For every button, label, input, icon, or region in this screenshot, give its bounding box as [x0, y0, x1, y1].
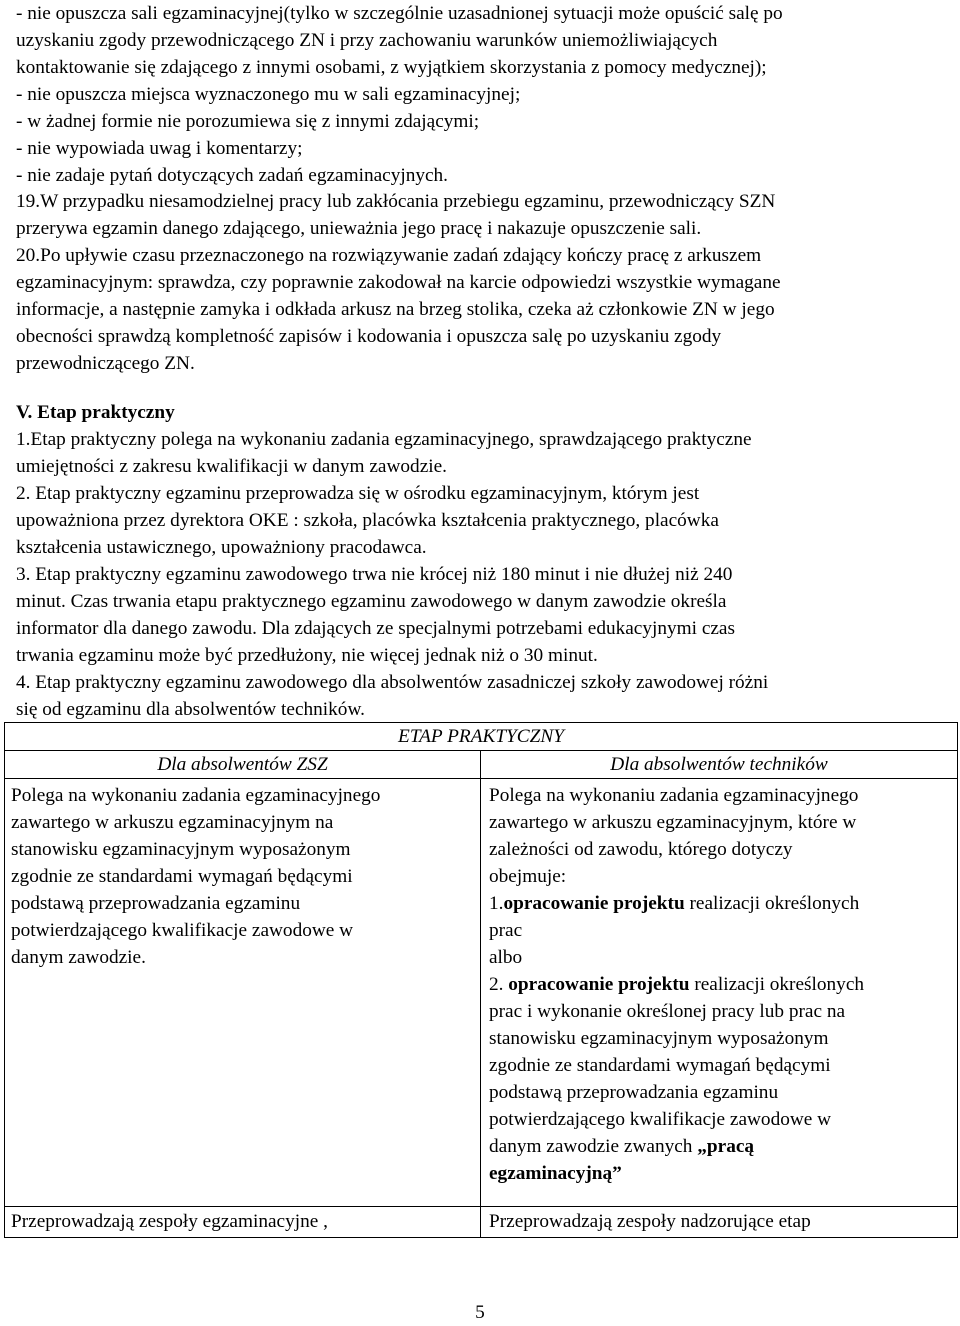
text-line: - nie zadaje pytań dotyczących zadań egzaminacyjnych. — [16, 165, 448, 186]
cell-line: podstawą przeprowadzania egzaminu — [11, 893, 301, 914]
column-header-zsz: Dla absolwentów ZSZ — [5, 751, 481, 779]
text-line: kształcenia ustawicznego, upoważniony pracodawca. — [16, 537, 427, 558]
cell-line: stanowisku egzaminacyjnym wyposażonym — [489, 1028, 829, 1049]
cell-line: zawartego w arkuszu egzaminacyjnym na — [11, 812, 334, 833]
table-row — [5, 1207, 958, 1238]
etap-praktyczny-table — [4, 722, 958, 1238]
table-cell-technikow — [481, 1207, 958, 1238]
table-cell-zsz — [5, 1207, 481, 1238]
cell-line: Przeprowadzają zespoły nadzorujące etap — [489, 1211, 811, 1232]
text-line: obecności sprawdzą kompletność zapisów i kodowania i opuszcza salę po uzyskaniu zgody — [16, 326, 722, 347]
cell-line: zawartego w arkuszu egzaminacyjnym, które w — [489, 812, 857, 833]
cell-text: 1. — [489, 893, 504, 914]
column-header-technikow: Dla absolwentów techników — [481, 751, 958, 779]
cell-line: podstawą przeprowadzania egzaminu — [489, 1082, 779, 1103]
cell-line: danym zawodzie. — [11, 947, 146, 968]
text-line: 19.W przypadku niesamodzielnej pracy lub zakłócania przebiegu egzaminu, przewodniczący SZN — [16, 191, 776, 212]
text-line: 2. Etap praktyczny egzaminu przeprowadza się w ośrodku egzaminacyjnym, którym jest — [16, 483, 700, 504]
text-line: informator dla danego zawodu. Dla zdających ze specjalnymi potrzebami edukacyjnymi czas — [16, 618, 735, 639]
cell-text: danym zawodzie zwanych — [489, 1136, 698, 1157]
cell-text-bold: „pracą — [697, 1136, 755, 1157]
text-line: upoważniona przez dyrektora OKE : szkoła, placówka kształcenia praktycznego, placówka — [16, 510, 719, 531]
cell-line: obejmuje: — [489, 866, 567, 887]
table-cell-technikow — [481, 779, 958, 1207]
text-line: przewodniczącego ZN. — [16, 353, 195, 374]
text-line: - nie opuszcza sali egzaminacyjnej(tylko w szczególnie uzasadnionej sytuacji może opuścić salę po — [16, 3, 783, 24]
cell-line: albo — [489, 947, 523, 968]
cell-line — [489, 1133, 957, 1160]
cell-line: potwierdzającego kwalifikacje zawodowe w — [489, 1109, 832, 1130]
text-line: minut. Czas trwania etapu praktycznego egzaminu zawodowego w danym zawodzie określa — [16, 591, 727, 612]
cell-line: egzaminacyjną” — [489, 1163, 622, 1184]
text-line: 1.Etap praktyczny polega na wykonaniu zadania egzaminacyjnego, sprawdzającego praktyczne — [16, 429, 752, 450]
text-line: umiejętności z zakresu kwalifikacji w danym zawodzie. — [16, 456, 447, 477]
text-line: 3. Etap praktyczny egzaminu zawodowego trwa nie krócej niż 180 minut i nie dłużej niż 240 — [16, 564, 733, 585]
cell-line — [489, 971, 957, 998]
cell-line: stanowisku egzaminacyjnym wyposażonym — [11, 839, 351, 860]
table-title-row — [5, 723, 958, 751]
cell-line: prac i wykonanie określonej pracy lub prac na — [489, 1001, 846, 1022]
text-line: kontaktowanie się zdającego z innymi osobami, z wyjątkiem skorzystania z pomocy medycznej); — [16, 57, 767, 78]
text-line: 20.Po upływie czasu przeznaczonego na rozwiązywanie zadań zdający kończy pracę z arkuszem — [16, 245, 762, 266]
cell-line: potwierdzającego kwalifikacje zawodowe w — [11, 920, 354, 941]
text-line: - w żadnej formie nie porozumiewa się z innymi zdającymi; — [16, 111, 480, 132]
cell-text-bold: opracowanie projektu — [503, 893, 685, 914]
cell-line — [489, 890, 957, 917]
section-heading: V. Etap praktyczny — [16, 402, 175, 423]
cell-text: 2. — [489, 974, 509, 995]
cell-text: realizacji określonych — [689, 974, 865, 995]
page-number: 5 — [475, 1302, 485, 1323]
text-line: informacje, a następnie zamyka i odkłada arkusz na brzeg stolika, czeka aż członkowie ZN w jego — [16, 299, 775, 320]
text-line: - nie opuszcza miejsca wyznaczonego mu w sali egzaminacyjnej; — [16, 84, 521, 105]
text-line: uzyskaniu zgody przewodniczącego ZN i przy zachowaniu warunków uniemożliwiających — [16, 30, 718, 51]
cell-line: zgodnie ze standardami wymagań będącymi — [489, 1055, 831, 1076]
table-row — [5, 779, 958, 1207]
cell-line: Polega na wykonaniu zadania egzaminacyjnego — [11, 785, 381, 806]
text-line: egzaminacyjnym: sprawdza, czy poprawnie zakodował na karcie odpowiedzi wszystkie wymagane — [16, 272, 781, 293]
text-line: 4. Etap praktyczny egzaminu zawodowego dla absolwentów zasadniczej szkoły zawodowej różni — [16, 672, 769, 693]
text-line: trwania egzaminu może być przedłużony, nie więcej jednak niż o 30 minut. — [16, 645, 598, 666]
cell-line: Przeprowadzają zespoły egzaminacyjne , — [11, 1211, 328, 1232]
cell-line: zależności od zawodu, którego dotyczy — [489, 839, 793, 860]
text-line: przerywa egzamin danego zdającego, unieważnia jego pracę i nakazuje opuszczenie sali. — [16, 218, 702, 239]
text-line: się od egzaminu dla absolwentów techników. — [16, 699, 365, 720]
cell-line: zgodnie ze standardami wymagań będącymi — [11, 866, 353, 887]
table-header-row — [5, 751, 958, 779]
cell-line: Polega na wykonaniu zadania egzaminacyjnego — [489, 785, 859, 806]
cell-text: realizacji określonych — [684, 893, 860, 914]
table-cell-zsz — [5, 779, 481, 1207]
cell-line: prac — [489, 920, 523, 941]
table-title: ETAP PRAKTYCZNY — [5, 723, 958, 751]
cell-text-bold: opracowanie projektu — [508, 974, 690, 995]
text-line: - nie wypowiada uwag i komentarzy; — [16, 138, 303, 159]
